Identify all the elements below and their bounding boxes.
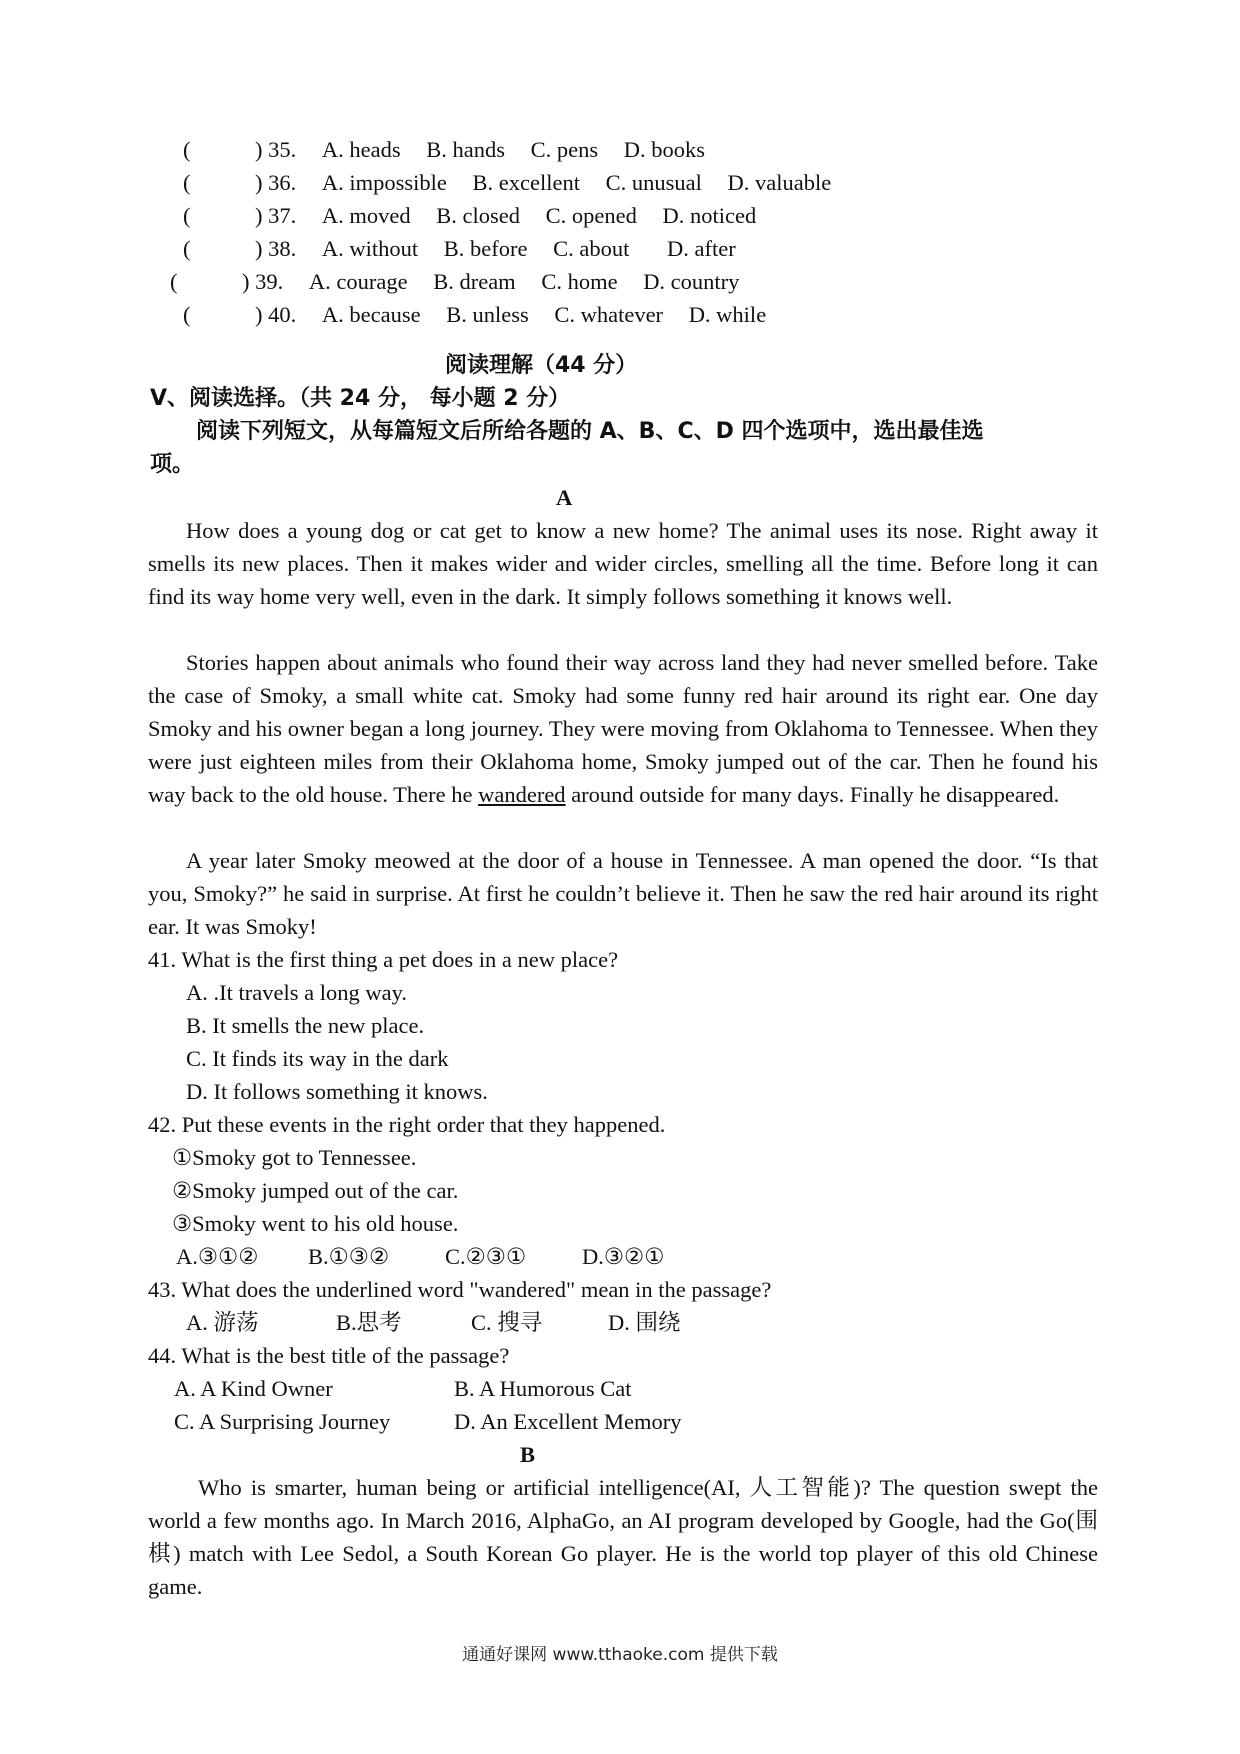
option-b: B. dream <box>433 269 516 294</box>
question-41-option-b: B. It smells the new place. <box>186 1013 425 1038</box>
answer-bracket: ( <box>183 203 191 228</box>
option-d: D. An Excellent Memory <box>454 1409 682 1434</box>
answer-bracket: ( <box>183 137 191 162</box>
option-b: B. excellent <box>472 170 580 195</box>
underlined-word: wandered <box>478 782 566 807</box>
option-a: A. A Kind Owner <box>174 1376 333 1401</box>
option-a: A. moved <box>321 203 411 228</box>
question-44-options-row-1 <box>174 1372 632 1405</box>
cloze-row-40 <box>183 298 766 331</box>
cloze-row-37 <box>183 199 756 232</box>
option-b: B. before <box>443 236 528 261</box>
option-c: C. opened <box>545 203 637 228</box>
passage-a-paragraph-2 <box>148 646 1098 811</box>
question-number: ) 36. <box>255 170 297 195</box>
option-c: C. about <box>553 236 630 261</box>
option-d: D. noticed <box>662 203 757 228</box>
option-b: B. unless <box>446 302 529 327</box>
footer-watermark: 通通好课网 www.tthaoke.com 提供下载 <box>462 1645 778 1665</box>
question-42-options <box>176 1240 664 1273</box>
option-b: B. hands <box>426 137 505 162</box>
option-c: C. A Surprising Journey <box>174 1409 391 1434</box>
question-number: ) 40. <box>255 302 297 327</box>
option-d: D. valuable <box>727 170 832 195</box>
answer-bracket: ( <box>183 170 191 195</box>
option-b: B.思考 <box>336 1310 402 1335</box>
paragraph-text: around outside for many days. Finally he disappeared. <box>565 782 1060 807</box>
answer-bracket: ( <box>170 269 178 294</box>
instruction-line-1: 阅读下列短文，从每篇短文后所给各题的 A、B、C、D 四个选项中，选出最佳选 <box>196 419 984 444</box>
question-42-event-3: ③Smoky went to his old house. <box>172 1211 459 1236</box>
option-c: C. 搜寻 <box>471 1310 543 1335</box>
cloze-row-38 <box>183 232 736 265</box>
question-41-option-c: C. It finds its way in the dark <box>186 1046 449 1071</box>
cloze-row-35 <box>183 133 705 166</box>
question-43-stem: 43. What does the underlined word "wandered" mean in the passage? <box>148 1277 772 1302</box>
question-44-stem: 44. What is the best title of the passage? <box>148 1343 510 1368</box>
passage-a-paragraph-1: How does a young dog or cat get to know a new home? The animal uses its nose. Right away it smells its new places. Then it makes wider and wider circles, smelling all the time. Before long it can find its way home very well, even in the dark. It simply follows something it knows well. <box>148 518 1098 609</box>
cloze-row-36 <box>183 166 831 199</box>
passage-a-paragraph-3: A year later Smoky meowed at the door of a house in Tennessee. A man opened the door. “Is that you, Smoky?” he said in surprise. At first he couldn’t believe it. Then he saw the red hair around its right ear. It was Smoky! <box>148 848 1098 939</box>
instruction-line-2: 项。 <box>150 452 195 477</box>
option-c: C. home <box>541 269 618 294</box>
passage-a-label: A <box>556 485 573 510</box>
passage-b-label: B <box>520 1442 536 1467</box>
answer-bracket: ( <box>183 236 191 261</box>
option-c: C. whatever <box>554 302 664 327</box>
question-43-options <box>186 1306 681 1339</box>
option-a: A. impossible <box>321 170 447 195</box>
option-d: D. after <box>666 236 736 261</box>
option-b: B. A Humorous Cat <box>454 1376 632 1401</box>
option-a: A. without <box>321 236 419 261</box>
question-44-options-row-2 <box>174 1405 681 1438</box>
question-number: ) 39. <box>242 269 284 294</box>
option-d: D. country <box>643 269 740 294</box>
question-number: ) 38. <box>255 236 297 261</box>
section-title: 阅读理解（44 分） <box>445 353 638 378</box>
part-heading: V、阅读选择。（共 24 分， 每小题 2 分） <box>150 386 571 411</box>
option-c: C. pens <box>530 137 599 162</box>
question-42-event-2: ②Smoky jumped out of the car. <box>172 1178 459 1203</box>
paragraph-text: Stories happen about animals who found their way across land they had never smelled before. Take the case of Smoky, a small white cat. Smoky had some funny red hair around its right ear. One day Smoky and his owner began a long journey. They were moving from Oklahoma to Tennessee. When they were just eighteen miles from their Oklahoma home, Smoky jumped out of the car. Then he found his way back to the old house. There he <box>148 650 1098 807</box>
option-d: D.③②① <box>582 1244 665 1269</box>
option-a: A.③①② <box>176 1244 259 1269</box>
question-41-stem: 41. What is the first thing a pet does in a new place? <box>148 947 619 972</box>
question-number: ) 37. <box>255 203 297 228</box>
option-d: D. while <box>688 302 767 327</box>
question-41-option-d: D. It follows something it knows. <box>186 1079 488 1104</box>
answer-bracket: ( <box>183 302 191 327</box>
option-a: A. 游荡 <box>186 1310 259 1335</box>
option-d: D. books <box>623 137 705 162</box>
option-d: D. 围绕 <box>608 1310 681 1335</box>
option-b: B.①③② <box>308 1244 390 1269</box>
passage-b-paragraph-1: Who is smarter, human being or artificial intelligence(AI, 人工智能)? The question swept the world a few months ago. In March 2016, AlphaGo, an AI program developed by Google, had the Go(围棋) match with Lee Sedol, a South Korean Go player. He is the world top player of this old Chinese game. <box>148 1475 1098 1599</box>
question-42-stem: 42. Put these events in the right order that they happened. <box>148 1112 666 1137</box>
option-c: C. unusual <box>605 170 702 195</box>
cloze-row-39 <box>170 265 739 298</box>
question-number: ) 35. <box>255 137 297 162</box>
option-a: A. because <box>321 302 421 327</box>
option-b: B. closed <box>436 203 520 228</box>
option-c: C.②③① <box>445 1244 527 1269</box>
option-a: A. courage <box>308 269 408 294</box>
question-42-event-1: ①Smoky got to Tennessee. <box>172 1145 417 1170</box>
option-a: A. heads <box>321 137 401 162</box>
question-41-option-a: A. .It travels a long way. <box>186 980 407 1005</box>
